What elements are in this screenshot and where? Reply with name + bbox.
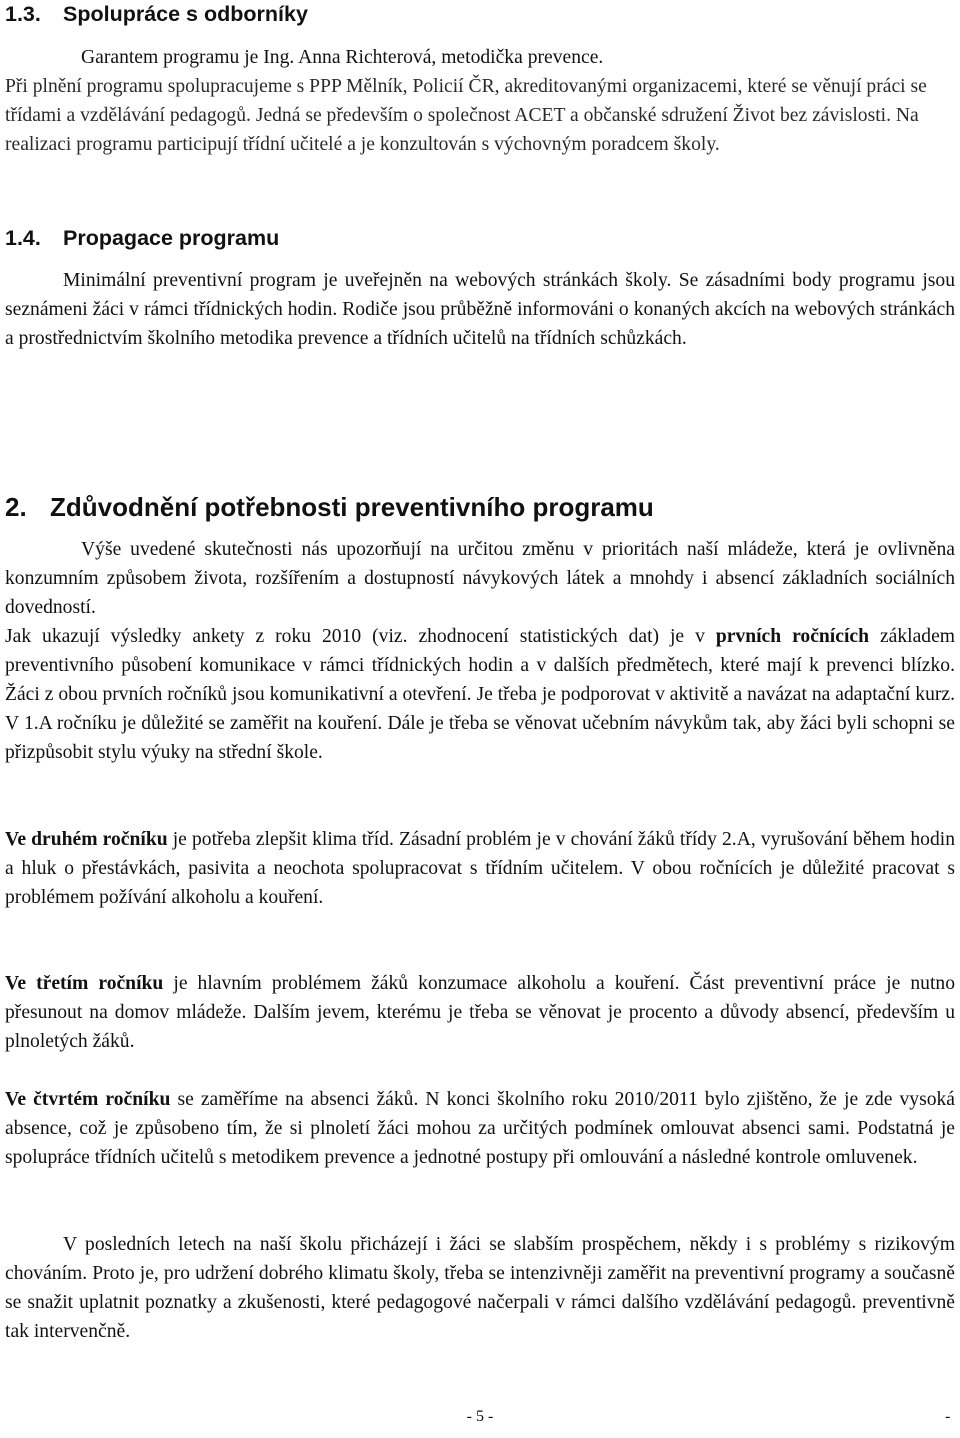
section-number: 1.4. <box>5 226 41 250</box>
paragraph-second-year <box>5 825 955 912</box>
section-heading-1-4 <box>5 226 279 251</box>
section-title: Zdůvodnění potřebnosti preventivního programu <box>50 492 654 522</box>
section-number: 1.3. <box>5 2 41 26</box>
paragraph-recent-years: V posledních letech na naší školu přicházejí i žáci se slabším prospěchem, někdy i s problémy s rizikovým chováním. Proto je, pro udržení dobrého klimatu školy, třeba se intenzivněji zaměřit na preventivní programy a současně se snažit uplatnit poznatky a zkušenosti, které pedagogové načerpali v rámci dalšího vzdělávání pedagogů. preventivně tak intervenčně. <box>5 1234 955 1342</box>
section-number: 2. <box>5 492 27 522</box>
paragraph-guarantor: Garantem programu je Ing. Anna Richterová, metodička prevence. <box>81 47 604 68</box>
text-run: se zaměříme na absenci žáků. N konci školního roku 2010/2011 bylo zjištěno, že je zde vysoká absence, což je způsobeno tím, že si plnoletí žáci mohou za určitých podmínek omlouvat absenci sami. Podstatná je spolupráce třídních učitelů s metodikem prevence a jednotné postupy při omlouvání a následné kontrole omluvenek. <box>5 1089 955 1168</box>
paragraph-fourth-year <box>5 1085 955 1172</box>
text-run: je potřeba zlepšit klima tříd. Zásadní problém je v chování žáků třídy 2.A, vyrušování během hodin a hluk o přestávkách, pasivita a neochota spolupracovat s třídním učitelem. V obou ročnících je důležité pracovat s problémem požívání alkoholu a kouření. <box>5 829 955 908</box>
paragraph-first-year <box>5 622 955 767</box>
section-title: Propagace programu <box>63 226 280 250</box>
paragraph-third-year <box>5 969 955 1056</box>
text-run: Jak ukazují výsledky ankety z roku 2010 (viz. zhodnocení statistických dat) je v <box>5 626 716 647</box>
emphasis-third-year: Ve třetím ročníku <box>5 973 164 994</box>
section-heading-2 <box>5 492 654 523</box>
text-run: základem preventivního působení komunikace v rámci třídnických hodin a v dalších předmětech, které mají k prevenci blízko. Žáci z obou prvních ročníků jsou komunikativní a otevření. Je třeba je podporovat v aktivitě a navázat na adaptační kurz. V 1.A ročníku je důležité se zaměřit na kouření. Dále je třeba se věnovat učebním návykům tak, aby žáci byli schopni se přizpůsobit stylu výuky na střední škole. <box>5 626 956 763</box>
document-page <box>5 0 955 1438</box>
text-run: je hlavním problémem žáků konzumace alkoholu a kouření. Část preventivní práce je nutno přesunout na domov mládeže. Dalším jevem, kterému je třeba se věnovat je procento a důvody absencí, především u plnoletých žáků. <box>5 973 955 1052</box>
paragraph-intro: Výše uvedené skutečnosti nás upozorňují na určitou změnu v prioritách naší mládeže, která je ovlivněna konzumním způsobem života, rozšířením a dostupností návykových látek a mnohdy i absencí základních sociálních dovedností. <box>5 539 955 618</box>
footer-dash: - <box>945 1408 951 1425</box>
emphasis-first-year: prvních ročnících <box>715 626 869 647</box>
section-title: Spolupráce s odborníky <box>63 2 308 26</box>
emphasis-second-year: Ve druhém ročníku <box>5 829 168 850</box>
paragraph-promotion: Minimální preventivní program je uveřejněn na webových stránkách školy. Se zásadními body programu jsou seznámeni žáci v rámci třídnických hodin. Rodiče jsou průběžně informováni o konaných akcích na webových stránkách a prostřednictvím školního metodika prevence a třídních učitelů na třídních schůzkách. <box>5 270 955 349</box>
emphasis-fourth-year: Ve čtvrtém ročníku <box>5 1089 171 1110</box>
paragraph-cooperation: Při plnění programu spolupracujeme s PPP Mělník, Policií ČR, akreditovanými organizacemi, které se věnují práci se třídami a vzdělávání pedagogů. Jedná se především o společnost ACET a občanské sdružení Život bez závislosti. Na realizaci programu participují třídní učitelé a je konzultován s výchovným poradcem školy. <box>5 76 927 155</box>
page-number: - 5 - <box>466 1408 494 1425</box>
section-heading-1-3 <box>5 2 308 27</box>
